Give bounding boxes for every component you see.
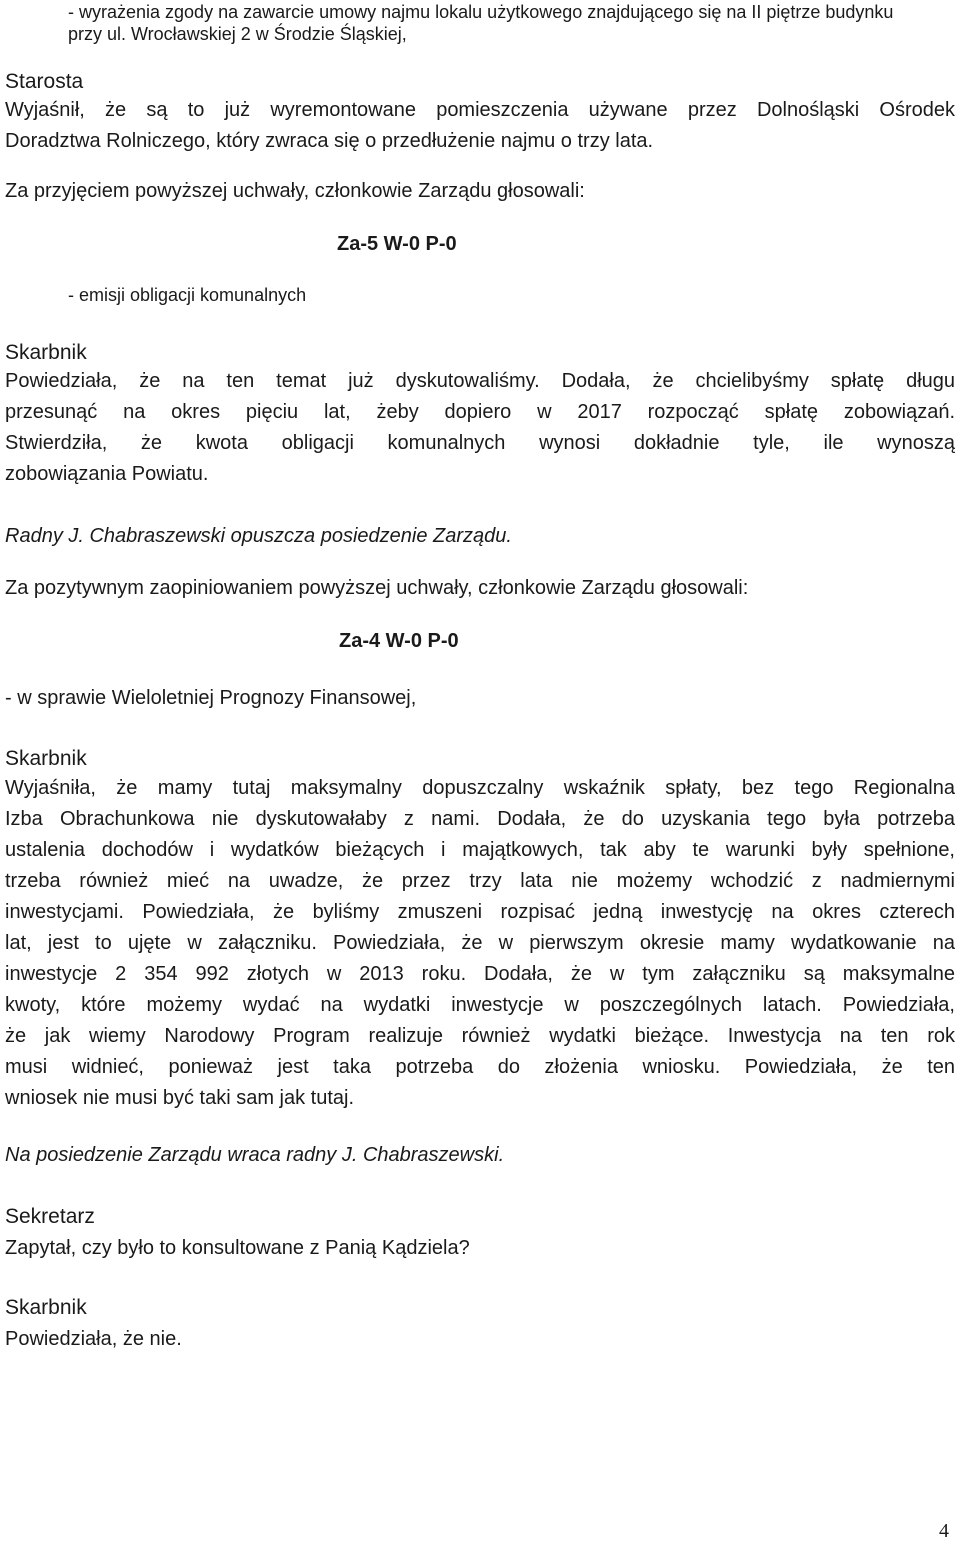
statement-line: Wyjaśniła, że mamy tutaj maksymalny dopuszczalny wskaźnik spłaty, bez tego Regionalna <box>5 777 955 799</box>
vote-result-1: Za-5 W-0 P-0 <box>337 233 457 255</box>
statement-line: zobowiązania Powiatu. <box>5 463 209 485</box>
vote-result-2: Za-4 W-0 P-0 <box>339 630 459 652</box>
statement-line: Izba Obrachunkowa nie dyskutowałaby z nami. Dodała, że do uzyskania tego była potrzeba <box>5 808 955 830</box>
vote-intro-2: Za pozytywnym zaopiniowaniem powyższej uchwały, członkowie Zarządu głosowali: <box>5 577 749 599</box>
statement-line: Stwierdziła, że kwota obligacji komunalnych wynosi dokładnie tyle, ile wynoszą <box>5 432 955 454</box>
statement-line: musi widnieć, ponieważ jest taka potrzeba do złożenia wniosku. Powiedziała, że ten <box>5 1056 955 1078</box>
statement-line: wniosek nie musi być taki sam jak tutaj. <box>5 1087 355 1109</box>
intro-line-1: - wyrażenia zgody na zawarcie umowy najmu lokalu użytkowego znajdującego się na II piętrze budynku <box>68 2 894 22</box>
speaker-skarbnik: Skarbnik <box>5 341 87 364</box>
statement-line: ustalenia dochodów i wydatków bieżących i majątkowych, tak aby te warunki były spełnione, <box>5 839 955 861</box>
statement-line: Powiedziała, że na ten temat już dyskutowaliśmy. Dodała, że chcielibyśmy spłatę długu <box>5 370 955 392</box>
statement-line: Doradztwa Rolniczego, który zwraca się o przedłużenie najmu o trzy lata. <box>5 130 654 152</box>
vote-intro-1: Za przyjęciem powyższej uchwały, członkowie Zarządu głosowali: <box>5 180 585 202</box>
note-returns: Na posiedzenie Zarządu wraca radny J. Chabraszewski. <box>5 1144 505 1166</box>
statement-line: inwestycje 2 354 992 złotych w 2013 roku. Dodała, że w tym załączniku są maksymalne <box>5 963 955 985</box>
statement-line: trzeba również mieć na uwadze, że przez trzy lata nie możemy wchodzić z nadmiernymi <box>5 870 955 892</box>
note-leaves: Radny J. Chabraszewski opuszcza posiedzenie Zarządu. <box>5 525 512 547</box>
agenda-item-wpf: - w sprawie Wieloletniej Prognozy Finansowej, <box>5 687 417 709</box>
skarbnik-statement-1 <box>5 366 955 490</box>
statement-line: że jak wiemy Narodowy Program realizuje również wydatki bieżące. Inwestycja na ten rok <box>5 1025 955 1047</box>
statement-line: kwoty, które możemy wydać na wydatki inwestycje w poszczególnych latach. Powiedziała, <box>5 994 955 1016</box>
sekretarz-question: Zapytał, czy było to konsultowane z Panią Kądziela? <box>5 1237 470 1259</box>
statement-line: lat, jest to ujęte w załączniku. Powiedziała, że w pierwszym okresie mamy wydatkowanie na <box>5 932 955 954</box>
agenda-item-bonds: - emisji obligacji komunalnych <box>68 285 307 305</box>
speaker-starosta: Starosta <box>5 70 84 93</box>
starosta-statement <box>5 95 955 157</box>
speaker-skarbnik: Skarbnik <box>5 747 87 770</box>
page-number: 4 <box>939 1520 949 1542</box>
speaker-skarbnik: Skarbnik <box>5 1296 87 1319</box>
skarbnik-answer: Powiedziała, że nie. <box>5 1328 182 1350</box>
speaker-sekretarz: Sekretarz <box>5 1205 95 1228</box>
statement-line: inwestycjami. Powiedziała, że byliśmy zmuszeni rozpisać jedną inwestycję na okres czterech <box>5 901 955 923</box>
statement-line: Wyjaśnił, że są to już wyremontowane pomieszczenia używane przez Dolnośląski Ośrodek <box>5 99 955 121</box>
skarbnik-statement-2 <box>5 773 955 1114</box>
statement-line: przesunąć na okres pięciu lat, żeby dopiero w 2017 rozpocząć spłatę zobowiązań. <box>5 401 955 423</box>
intro-line-2: przy ul. Wrocławskiej 2 w Środzie Śląskiej, <box>68 24 407 44</box>
